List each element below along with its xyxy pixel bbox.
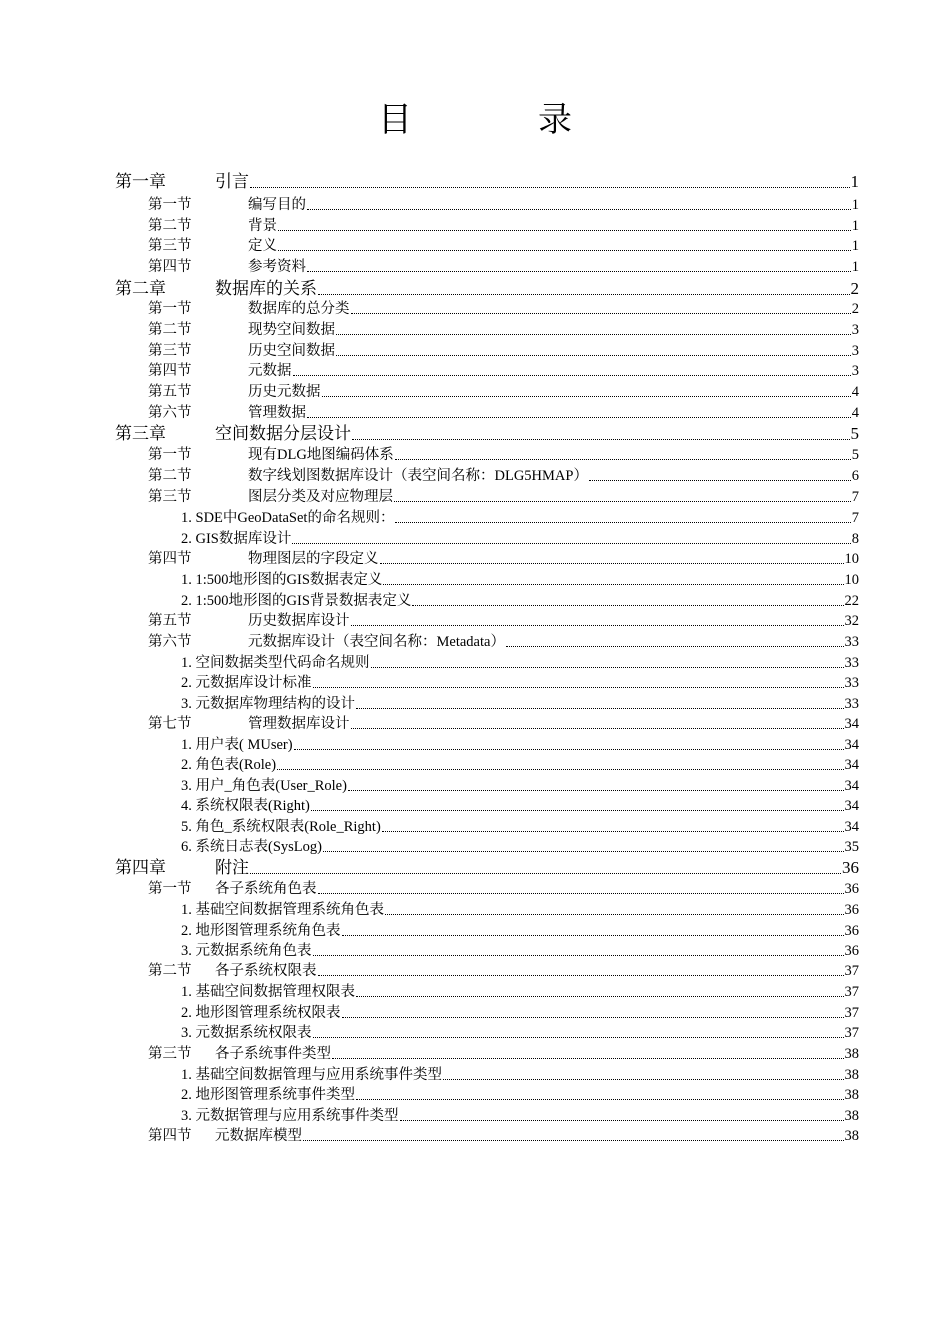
toc-page-number: 1 (850, 172, 859, 191)
toc-page-number: 5 (851, 447, 859, 463)
toc-page-number: 37 (844, 984, 859, 1000)
toc-entry-number: 第三节 (148, 343, 192, 359)
toc-dot-leader (313, 687, 844, 688)
toc-entry[interactable] (181, 817, 859, 837)
toc-entry[interactable] (181, 755, 859, 775)
toc-entry-title: 各子系统角色表 (215, 881, 317, 897)
toc-entry-title: 历史空间数据 (248, 343, 335, 359)
toc-dot-leader (311, 810, 844, 811)
toc-entry[interactable] (181, 673, 859, 693)
toc-dot-leader (336, 334, 851, 335)
toc-entry[interactable] (115, 171, 859, 193)
toc-entry-number: 第一节 (148, 447, 192, 463)
toc-entry-title: 编写目的 (248, 197, 306, 213)
toc-entry[interactable] (181, 508, 859, 528)
page-title: 目 录 (378, 102, 618, 139)
toc-entry-title: 1. 基础空间数据管理权限表 (181, 984, 355, 1000)
toc-dot-leader (278, 250, 851, 251)
toc-entry[interactable] (148, 1044, 859, 1064)
toc-entry-title: 3. 元数据系统角色表 (181, 943, 312, 959)
toc-entry-title: 历史数据库设计 (248, 613, 350, 629)
toc-dot-leader (395, 459, 851, 460)
toc-dot-leader (383, 584, 843, 585)
toc-entry-title: 2. 元数据库设计标准 (181, 675, 312, 691)
toc-dot-leader (318, 294, 850, 295)
toc-entry[interactable] (181, 776, 859, 796)
toc-dot-leader (394, 501, 851, 502)
toc-entry-number: 第三章 (115, 424, 166, 443)
toc-entry[interactable] (148, 341, 859, 361)
toc-entry[interactable] (181, 591, 859, 611)
toc-dot-leader (589, 480, 851, 481)
toc-page-number: 1 (851, 218, 859, 234)
toc-page-number: 37 (844, 963, 859, 979)
toc-page-number: 38 (844, 1046, 859, 1062)
toc-entry-number: 第四节 (148, 551, 192, 567)
toc-entry[interactable] (148, 216, 859, 236)
toc-dot-leader (356, 996, 844, 997)
toc-page-number: 35 (844, 839, 859, 855)
toc-page-number: 36 (844, 923, 859, 939)
toc-page-number: 7 (851, 489, 859, 505)
toc-page-number: 34 (844, 716, 859, 732)
toc-entry-title: 数据库的总分类 (248, 301, 350, 317)
toc-entry-number: 第六节 (148, 405, 192, 421)
toc-entry-title: 3. 元数据管理与应用系统事件类型 (181, 1108, 399, 1124)
toc-entry-title: 背景 (248, 218, 277, 234)
toc-entry-title: 各子系统事件类型 (215, 1046, 331, 1062)
toc-entry-number: 第二节 (148, 322, 192, 338)
toc-page-number: 5 (850, 424, 859, 443)
toc-entry-number: 第三节 (148, 238, 192, 254)
toc-entry-number: 第四节 (148, 1128, 192, 1144)
toc-dot-leader (293, 375, 851, 376)
toc-dot-leader (342, 935, 844, 936)
toc-entry-title: 2. 1:500地形图的GIS背景数据表定义 (181, 593, 412, 609)
toc-entry[interactable] (181, 653, 859, 673)
toc-dot-leader (385, 914, 844, 915)
toc-dot-leader (382, 831, 844, 832)
toc-entry-number: 第一节 (148, 197, 192, 213)
toc-page-number: 37 (844, 1025, 859, 1041)
toc-dot-leader (356, 1099, 844, 1100)
toc-entry-title: 6. 系统日志表(SysLog) (181, 839, 322, 855)
toc-dot-leader (380, 563, 844, 564)
toc-entry-number: 第四节 (148, 363, 192, 379)
toc-page-number: 34 (844, 737, 859, 753)
toc-dot-leader (278, 230, 851, 231)
toc-page-number: 34 (844, 778, 859, 794)
toc-entry-title: 空间数据分层设计 (215, 424, 351, 443)
toc-dot-leader (400, 1120, 844, 1121)
toc-entry-title: 3. 用户_角色表(User_Role) (181, 778, 347, 794)
toc-page-number: 38 (844, 1067, 859, 1083)
toc-dot-leader (318, 893, 844, 894)
toc-page-number: 36 (844, 902, 859, 918)
toc-entry-title: 2. 地形图管理系统角色表 (181, 923, 341, 939)
toc-entry[interactable] (148, 403, 859, 423)
toc-dot-leader (322, 396, 851, 397)
toc-dot-leader (336, 355, 851, 356)
toc-page-number: 8 (851, 531, 859, 547)
toc-entry[interactable] (148, 632, 859, 652)
toc-entry-number: 第三节 (148, 1046, 192, 1062)
toc-entry-number: 第七节 (148, 716, 192, 732)
toc-dot-leader (313, 955, 844, 956)
toc-page-number: 10 (844, 572, 859, 588)
toc-page-number: 1 (851, 259, 859, 275)
toc-entry-number: 第二节 (148, 963, 192, 979)
toc-page-number: 1 (851, 238, 859, 254)
toc-entry[interactable] (148, 714, 859, 734)
toc-entry-title: 1. SDE中GeoDataSet的命名规则： (181, 510, 395, 526)
toc-page-number: 32 (844, 613, 859, 629)
toc-entry-title: 1. 基础空间数据管理与应用系统事件类型 (181, 1067, 442, 1083)
toc-entry-title: 2. 地形图管理系统事件类型 (181, 1087, 355, 1103)
toc-entry[interactable] (115, 423, 859, 445)
toc-entry-number: 第三节 (148, 489, 192, 505)
toc-dot-leader (313, 1037, 844, 1038)
toc-entry-title: 管理数据库设计 (248, 716, 350, 732)
toc-entry[interactable] (148, 195, 859, 215)
toc-page-number: 1 (851, 197, 859, 213)
toc-entry-number: 第一节 (148, 301, 192, 317)
toc-page-number: 38 (844, 1108, 859, 1124)
toc-dot-leader (307, 209, 851, 210)
toc-page-number: 33 (844, 696, 859, 712)
toc-dot-leader (307, 271, 851, 272)
toc-entry[interactable] (181, 941, 859, 961)
toc-entry[interactable] (148, 466, 859, 486)
toc-entry[interactable] (181, 837, 859, 857)
toc-entry[interactable] (181, 694, 859, 714)
toc-entry-title: 各子系统权限表 (215, 963, 317, 979)
toc-page-number: 34 (844, 819, 859, 835)
toc-dot-leader (323, 851, 844, 852)
toc-entry-title: 2. 角色表(Role) (181, 757, 277, 773)
toc-entry[interactable] (148, 320, 859, 340)
toc-dot-leader (307, 417, 851, 418)
toc-entry-title: 3. 元数据库物理结构的设计 (181, 696, 355, 712)
toc-entry-number: 第四章 (115, 858, 166, 877)
toc-entry[interactable] (181, 982, 859, 1002)
toc-page-number: 3 (851, 322, 859, 338)
toc-entry[interactable] (181, 1023, 859, 1043)
toc-page-number: 4 (851, 405, 859, 421)
toc-entry-number: 第四节 (148, 259, 192, 275)
toc-entry[interactable] (115, 278, 859, 300)
toc-page-number: 38 (844, 1128, 859, 1144)
toc-entry-title: 定义 (248, 238, 277, 254)
toc-entry-title: 元数据库模型 (215, 1128, 302, 1144)
toc-page-number: 22 (844, 593, 859, 609)
toc-entry-title: 3. 元数据系统权限表 (181, 1025, 312, 1041)
toc-dot-leader (352, 439, 850, 440)
toc-entry-title: 1. 基础空间数据管理系统角色表 (181, 902, 384, 918)
toc-entry-title: 图层分类及对应物理层 (248, 489, 393, 505)
toc-page-number: 4 (851, 384, 859, 400)
toc-entry[interactable] (148, 1126, 859, 1146)
toc-entry[interactable] (148, 445, 859, 465)
toc-dot-leader (443, 1079, 844, 1080)
toc-entry-number: 第二节 (148, 468, 192, 484)
toc-entry[interactable] (181, 735, 859, 755)
toc-dot-leader (332, 1058, 844, 1059)
toc-entry-title: 现势空间数据 (248, 322, 335, 338)
toc-entry[interactable] (181, 570, 859, 590)
toc-entry[interactable] (148, 611, 859, 631)
toc-dot-leader (292, 543, 850, 544)
toc-page-number: 3 (851, 363, 859, 379)
toc-entry[interactable] (181, 1065, 859, 1085)
toc-entry-title: 现有DLG地图编码体系 (248, 447, 394, 463)
toc-entry-number: 第五节 (148, 613, 192, 629)
toc-entry-title: 1. 用户表( MUser) (181, 737, 293, 753)
toc-entry[interactable] (181, 1106, 859, 1126)
toc-page-number: 10 (844, 551, 859, 567)
toc-entry[interactable] (148, 236, 859, 256)
toc-entry-title: 2. 地形图管理系统权限表 (181, 1005, 341, 1021)
toc-entry-title: 元数据 (248, 363, 292, 379)
toc-entry-title: 5. 角色_系统权限表(Role_Right) (181, 819, 381, 835)
toc-page-number: 6 (851, 468, 859, 484)
toc-entry[interactable] (148, 257, 859, 277)
toc-dot-leader (351, 728, 844, 729)
toc-entry-title: 历史元数据 (248, 384, 321, 400)
toc-entry-title: 物理图层的字段定义 (248, 551, 379, 567)
toc-entry-title: 元数据库设计（表空间名称：Metadata） (248, 634, 505, 650)
toc-dot-leader (412, 605, 843, 606)
toc-page-number: 34 (844, 798, 859, 814)
toc-page-number: 34 (844, 757, 859, 773)
toc-entry-number: 第五节 (148, 384, 192, 400)
toc-page-number: 33 (844, 675, 859, 691)
toc-entry-title: 附注 (215, 858, 249, 877)
toc-page-number: 38 (844, 1087, 859, 1103)
toc-entry[interactable] (181, 921, 859, 941)
toc-entry-title: 1. 1:500地形图的GIS数据表定义 (181, 572, 383, 588)
toc-entry-number: 第六节 (148, 634, 192, 650)
toc-page-number: 7 (851, 510, 859, 526)
toc-page-number: 3 (851, 343, 859, 359)
toc-entry-title: 参考资料 (248, 259, 306, 275)
toc-entry-title: 2. GIS数据库设计 (181, 531, 292, 547)
toc-entry[interactable] (148, 361, 859, 381)
toc-page-number: 36 (844, 943, 859, 959)
toc-dot-leader (277, 769, 843, 770)
toc-entry-number: 第二节 (148, 218, 192, 234)
toc-dot-leader (318, 975, 844, 976)
toc-page-number: 36 (842, 858, 859, 877)
toc-entry-number: 第一节 (148, 881, 192, 897)
toc-entry[interactable] (148, 879, 859, 899)
toc-entry[interactable] (181, 796, 859, 816)
toc-entry-number: 第一章 (115, 172, 166, 191)
toc-dot-leader (506, 646, 844, 647)
toc-entry[interactable] (148, 961, 859, 981)
toc-entry-title: 管理数据 (248, 405, 306, 421)
toc-dot-leader (303, 1140, 844, 1141)
toc-page-number: 36 (844, 881, 859, 897)
toc-entry[interactable] (148, 299, 859, 319)
toc-dot-leader (294, 749, 844, 750)
toc-entry-title: 1. 空间数据类型代码命名规则 (181, 655, 370, 671)
toc-entry-number: 第二章 (115, 279, 166, 298)
toc-dot-leader (250, 873, 841, 874)
toc-dot-leader (395, 522, 850, 523)
toc-dot-leader (342, 1017, 844, 1018)
toc-entry[interactable] (181, 1085, 859, 1105)
toc-entry[interactable] (181, 1003, 859, 1023)
toc-entry[interactable] (148, 382, 859, 402)
toc-entry[interactable] (181, 900, 859, 920)
toc-entry[interactable] (148, 549, 859, 569)
toc-entry-title: 4. 系统权限表(Right) (181, 798, 310, 814)
toc-page-number: 2 (851, 301, 859, 317)
toc-page-number: 37 (844, 1005, 859, 1021)
toc-page-number: 33 (844, 655, 859, 671)
toc-entry[interactable] (181, 529, 859, 549)
toc-dot-leader (250, 187, 850, 188)
toc-dot-leader (371, 667, 844, 668)
toc-entry[interactable] (115, 857, 859, 879)
toc-entry-title: 数据库的关系 (215, 279, 317, 298)
toc-dot-leader (351, 625, 844, 626)
toc-dot-leader (356, 708, 844, 709)
toc-page-number: 33 (844, 634, 859, 650)
toc-dot-leader (351, 313, 851, 314)
toc-entry-title: 引言 (215, 172, 249, 191)
toc-entry-title: 数字线划图数据库设计（表空间名称：DLG5HMAP） (248, 468, 588, 484)
toc-dot-leader (348, 790, 844, 791)
toc-entry[interactable] (148, 487, 859, 507)
toc-page-number: 2 (850, 279, 859, 298)
